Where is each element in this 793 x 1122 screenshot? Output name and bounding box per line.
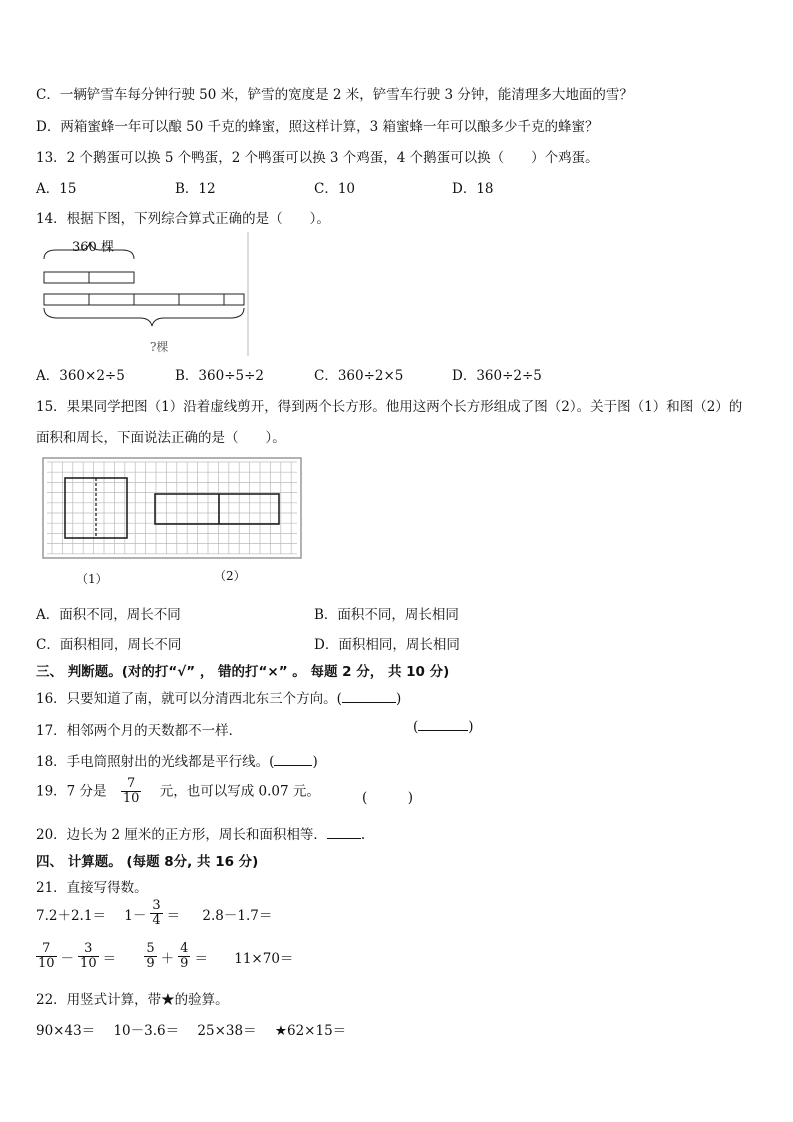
q12-option-c: C．一辆铲雪车每分钟行驶 50 米，铲雪的宽度是 2 米，铲雪车行驶 3 分钟，能清理多大地面的雪？ — [36, 87, 633, 103]
q15-option-b: B．面积不同，周长相同 — [314, 607, 459, 623]
q15-option-d: D．面积相同，周长相同 — [314, 637, 460, 653]
q14-question: 14．根据下图，下列综合算式正确的是（ ）。 — [36, 211, 330, 227]
q15-option-c: C．面积相同，周长不同 — [36, 637, 182, 653]
q21-r1-b-fraction: $\frac{3}{4}$ — [152, 898, 161, 929]
q18-answer-blank[interactable] — [274, 765, 312, 766]
q22-items — [36, 1019, 346, 1039]
q13-option-d: D．18 — [452, 181, 494, 197]
q13-option-c: C．10 — [314, 181, 356, 197]
q22-item-3: 25×38＝ — [197, 1023, 257, 1039]
q16-close: ) — [395, 691, 402, 707]
q21-question: 21．直接写得数。 — [36, 880, 148, 896]
q18-question: 18．手电筒照射出的光线都是平行线。( ) — [36, 754, 318, 770]
q13-question: 13．2 个鹅蛋可以换 5 个鸭蛋，2 个鸭蛋可以换 3 个鸡蛋，4 个鹅蛋可以换（ ）个鸡蛋。 — [36, 150, 599, 166]
q17-paren: ( ) — [413, 719, 474, 735]
q14-label-bottom: ?棵 — [150, 340, 169, 354]
q22-item-1: 90×43＝ — [36, 1023, 96, 1039]
q16-answer-blank[interactable] — [342, 702, 396, 703]
q15-question-line1: 15．果果同学把图（1）沿着虚线剪开，得到两个长方形。他用这两个长方形组成了图（2）。关于图（1）和图（2）的 — [36, 399, 743, 415]
q16-question — [36, 687, 401, 707]
q22-item-4: ★62×15＝ — [274, 1023, 347, 1039]
q21-r1-c: 2.8－1.7＝ — [202, 907, 273, 924]
q12-option-d: D．两箱蜜蜂一年可以酿 50 千克的蜂蜜，照这样计算，3 箱蜜蜂一年可以酿多少千克的蜂蜜？ — [36, 119, 599, 135]
q20-answer-blank[interactable] — [327, 838, 361, 839]
q13-option-a: A．15 — [36, 181, 77, 197]
q19-question: 19．7 分是 $\frac{7}{10}$ 元，也可以写成 0.07 元。 — [36, 776, 320, 807]
q14-label-top: 360 棵 — [72, 240, 114, 255]
q22-question: 22．用竖式计算，带★的验算。 — [36, 992, 229, 1008]
q21-row-2: $\frac{7}{10}$ － $\frac{3}{10}$ ＝ $\frac{5}{9}$ ＋ $\frac{4}{9}$ ＝ 11×70＝ — [38, 941, 294, 972]
q15-option-a: A．面积不同，周长不同 — [36, 607, 181, 623]
q14-option-d: D．360÷2÷5 — [452, 368, 542, 384]
q19-answer-paren[interactable]: ( ) — [362, 790, 414, 806]
q20-question: 20．边长为 2 厘米的正方形，周长和面积相等． . — [36, 827, 366, 843]
q18-text: 18．手电筒照射出的光线都是平行线。( — [36, 754, 275, 770]
section-4-title: 四、 计算题。 (每题 8分, 共 16 分) — [36, 854, 259, 870]
q15-question-line2: 面积和周长，下面说法正确的是（ ）。 — [36, 430, 286, 446]
q21-row-1: 7.2＋2.1＝ 1－ $\frac{3}{4}$ ＝ 2.8－1.7＝ — [36, 898, 273, 929]
section-3-title: 三、 判断题。(对的打“√” ， 错的打“×” 。 每题 2 分， 共 10 分) — [36, 664, 450, 680]
q15-fig1-label: （1） — [76, 572, 108, 586]
q14-option-c: C．360÷2×5 — [314, 368, 404, 384]
q21-r2-c: 11×70＝ — [234, 950, 294, 967]
q15-fig2-label: （2） — [214, 569, 246, 583]
q21-r1-a: 7.2＋2.1＝ — [36, 907, 106, 924]
q14-option-b: B．360÷5÷2 — [175, 368, 264, 384]
q13-option-b: B．12 — [175, 181, 216, 197]
q15-grid-figure — [43, 458, 301, 558]
q17-question: 17．相邻两个月的天数都不一样． — [36, 723, 243, 739]
q16-text: 16．只要知道了南，就可以分清西北东三个方向。( — [36, 691, 342, 707]
q22-item-2: 10－3.6＝ — [113, 1023, 180, 1039]
q17-answer-blank[interactable] — [418, 730, 468, 731]
q19-fraction: $\frac{7}{10}$ — [122, 776, 140, 807]
q14-option-a: A．360×2÷5 — [36, 368, 125, 384]
